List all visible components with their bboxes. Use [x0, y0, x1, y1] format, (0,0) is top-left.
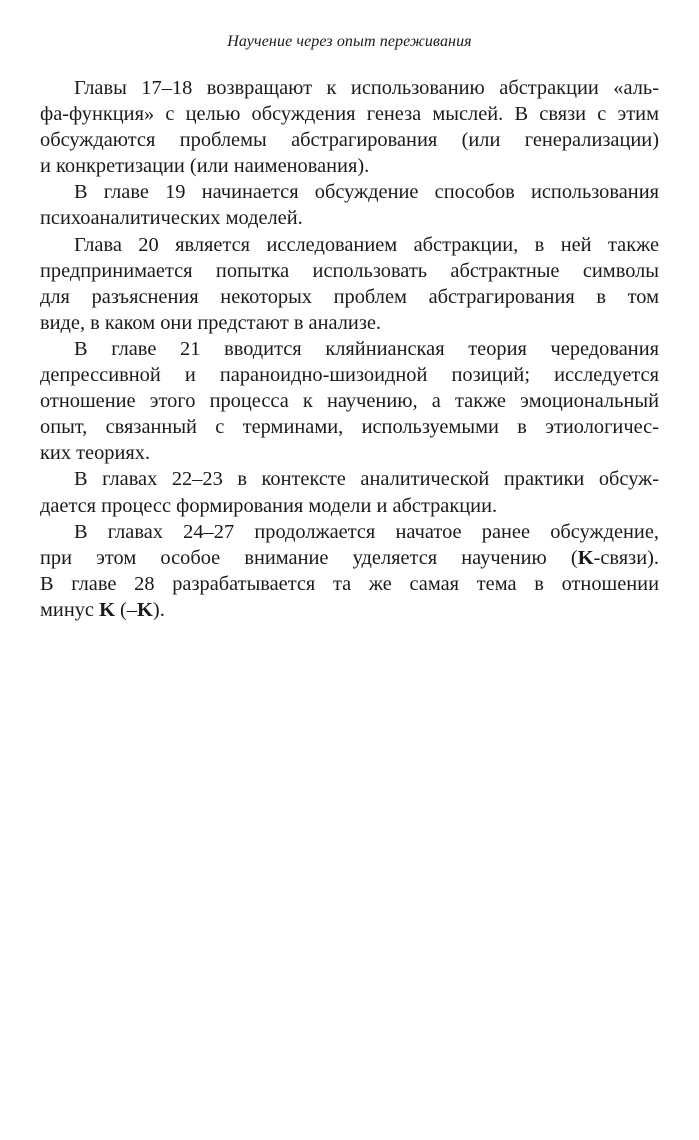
paragraph-2 — [40, 179, 659, 231]
bold-k-letter: K — [577, 546, 594, 569]
text-line: депрессивной и параноидно-шизоидной позиций; исследуется — [40, 364, 659, 387]
text-fragment: при этом особое внимание уделяется научению ( — [40, 546, 578, 569]
text-line: отношение этого процесса к научению, а также эмоциональный — [40, 390, 659, 413]
text-line: Глава 20 является исследованием абстракции, в ней также — [74, 233, 659, 256]
text-line: В главах 22–23 в контексте аналитической практики обсуж- — [74, 468, 659, 491]
text-line: ких теориях. — [40, 442, 151, 465]
paragraph-3 — [40, 232, 659, 336]
text-line: фа-функция» с целью обсуждения генеза мыслей. В связи с этим — [40, 103, 659, 126]
text-line: предпринимается попытка использовать абстрактные символы — [40, 259, 659, 282]
text-line: и конкретизации (или наименования). — [40, 155, 370, 178]
text-line: Главы 17–18 возвращают к использованию абстракции «аль- — [74, 77, 659, 99]
text-fragment: ). — [152, 598, 165, 621]
text-fragment: -связи). — [593, 546, 659, 569]
text-line: опыт, связанный с терминами, используемыми в этиологичес- — [40, 416, 659, 439]
text-line: В главе 21 вводится кляйнианская теория чередования — [74, 337, 659, 360]
paragraph-4 — [40, 336, 659, 466]
text-line: В главах 24–27 продолжается начатое ранее обсуждение, — [74, 520, 659, 543]
paragraph-5 — [40, 466, 659, 518]
text-line: обсуждаются проблемы абстрагирования (или генерализации) — [40, 129, 659, 152]
text-line: виде, в каком они предстают в анализе. — [40, 311, 382, 334]
text-line: для разъяснения некоторых проблем абстрагирования в том — [40, 285, 659, 308]
paragraph-1 — [40, 75, 659, 179]
paragraph-6 — [40, 519, 659, 623]
body-text — [40, 75, 659, 623]
text-fragment: (– — [114, 598, 138, 621]
bold-k-letter: K — [137, 598, 153, 621]
running-header: Научение через опыт переживания — [227, 33, 472, 50]
text-line-with-bold — [40, 597, 659, 623]
text-line: В главе 28 разрабатывается та же самая тема в отношении — [40, 572, 659, 595]
text-line-with-bold — [40, 545, 659, 571]
text-fragment: минус — [40, 598, 100, 621]
text-line: В главе 19 начинается обсуждение способов использования — [74, 181, 659, 204]
text-line: психоаналитических моделей. — [40, 207, 303, 230]
bold-k-letter: K — [99, 598, 115, 621]
text-line: дается процесс формирования модели и абстракции. — [40, 494, 498, 517]
